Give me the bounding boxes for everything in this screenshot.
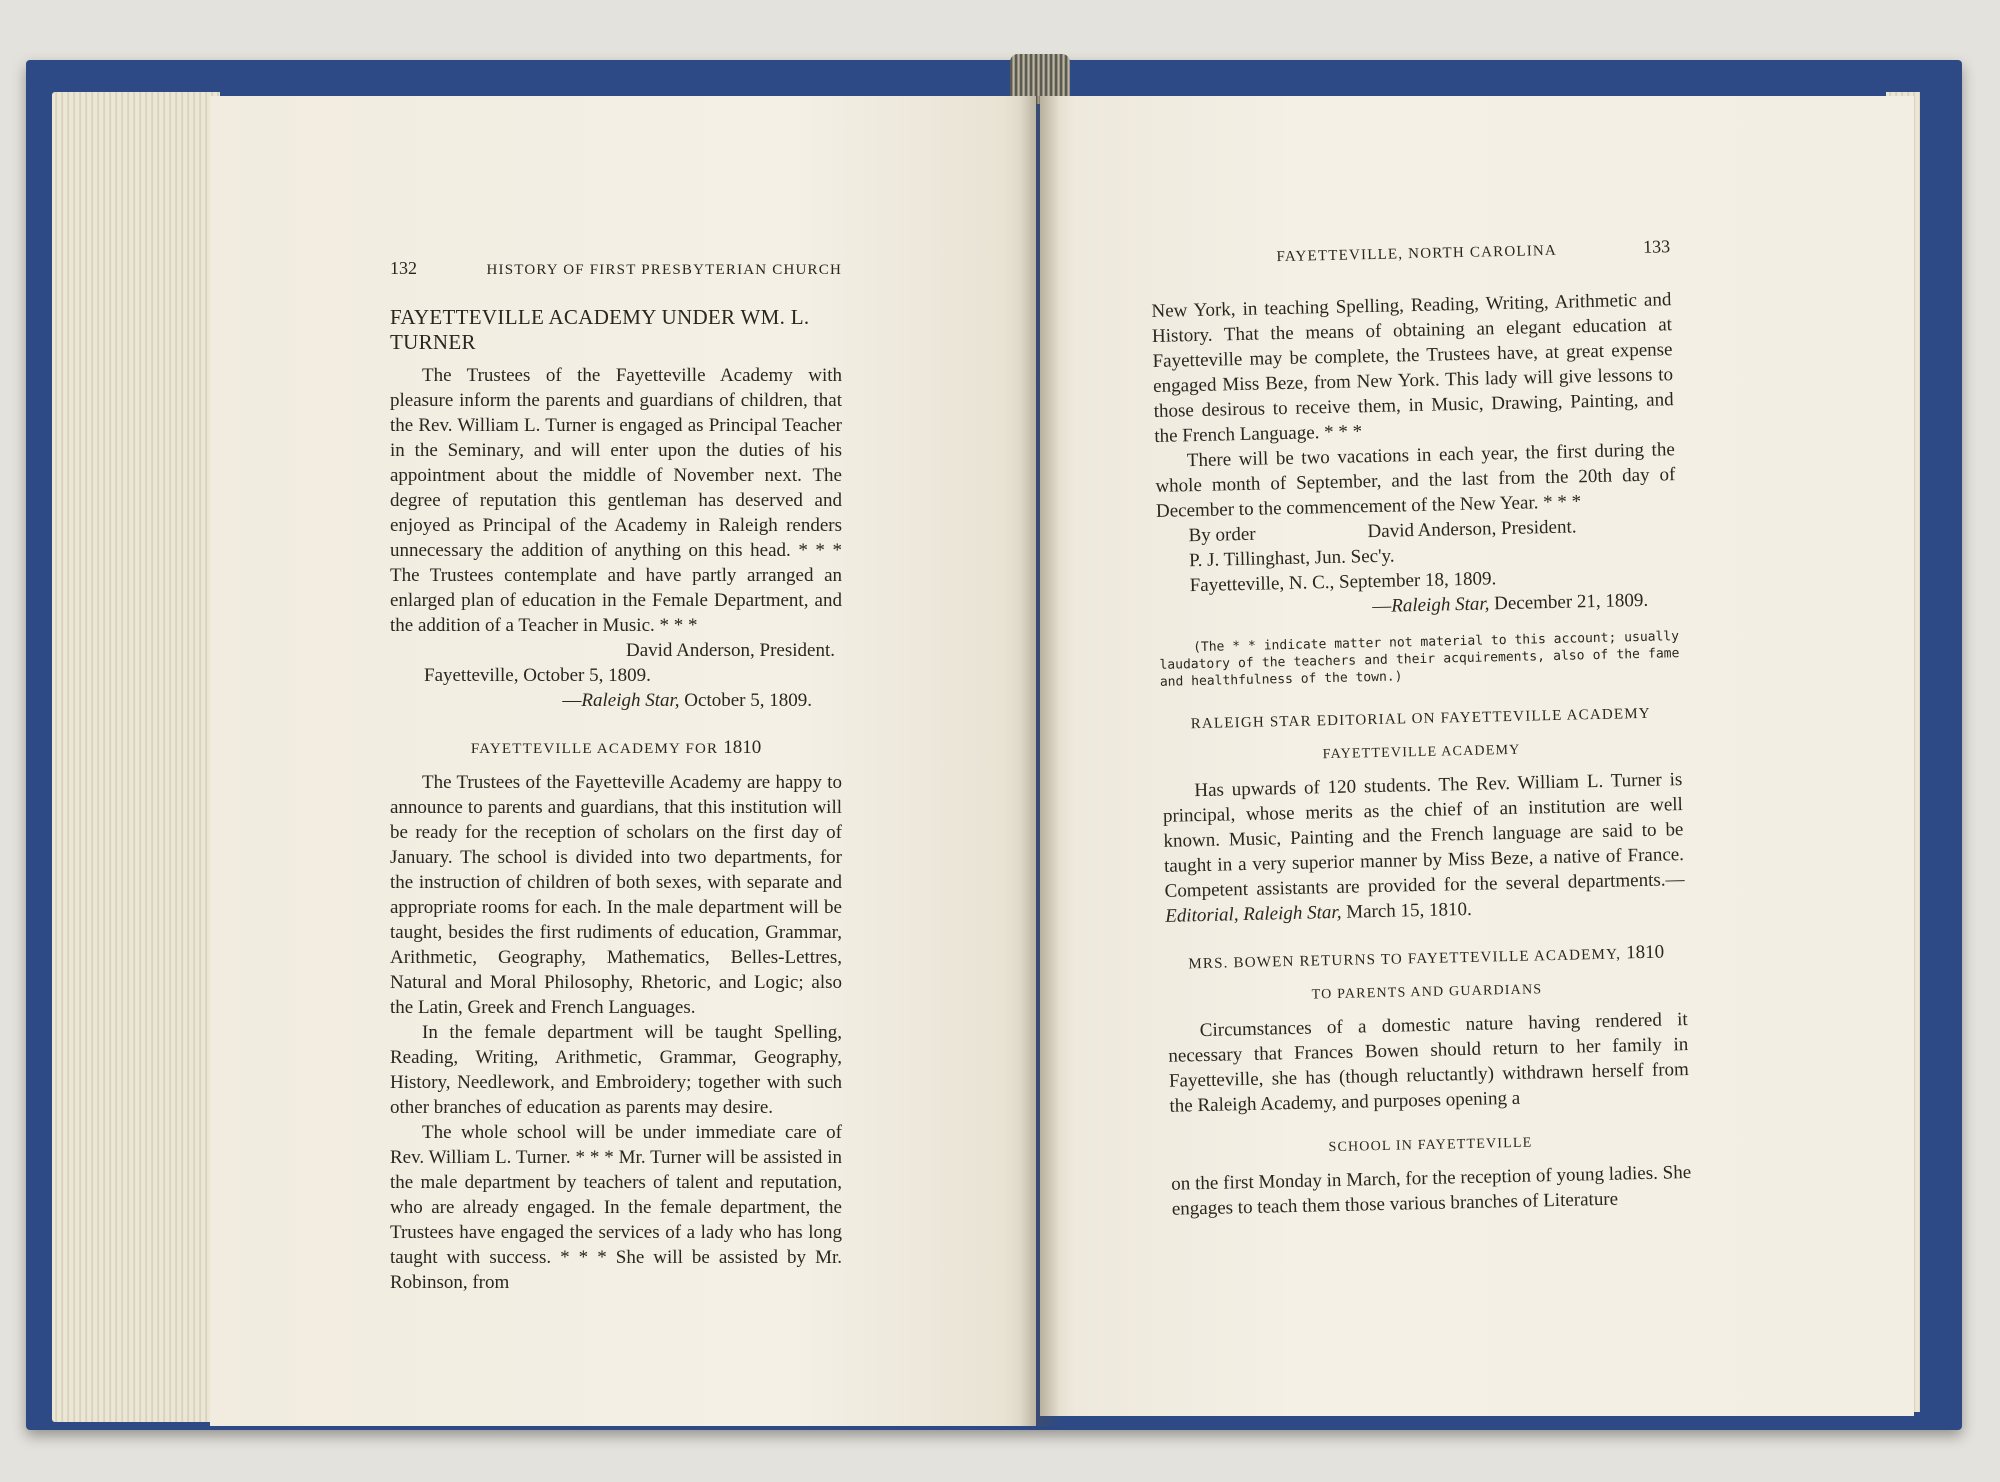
paragraph-editorial xyxy=(1162,767,1685,929)
right-text-column xyxy=(1150,234,1692,1222)
paragraph-continuation: New York, in teaching Spelling, Reading, Writing, Arithmetic and History. That the means of obtaining an elegant education at Fayetteville may be complete, the Trustees have, at great expense engaged Miss Beze, from New York. This lady will give lessons to those desirous to receive them, in Music, Drawing, Painting, and the French Language. * * * xyxy=(1151,289,1674,447)
heading-text: FAYETTEVILLE ACADEMY FOR xyxy=(470,741,719,757)
right-page xyxy=(1040,96,1914,1416)
source-dash: — xyxy=(1372,595,1392,618)
paragraph-trustees-1809: The Trustees of the Fayetteville Academy with pleasure inform the parents and guardians of children, that the Rev. William L. Turner is engaged as Principal Teacher in the Seminary, and will enter upon the duties of his appointment about the middle of November next. The degree of reputation this gentleman has deserved and enjoyed as Principal of the Academy in Raleigh renders unnecessary the addition of anything on this head. * * * The Trustees contemplate and have partly arranged an enlarged plan of education in the Female Department, and the addition of a Teacher in Music. * * * xyxy=(390,365,842,636)
heading-year: 1810 xyxy=(1625,941,1665,964)
footnote-asterisks: (The * * indicate matter not material to this account; usually laudatory of the teachers and their acquirements, also of the fame and healthfulness of the town.) xyxy=(1159,629,1680,690)
left-page xyxy=(210,96,1036,1426)
runhead-spacer xyxy=(1150,263,1190,264)
paragraph-female-department: In the female department will be taught Spelling, Reading, Writing, Arithmetic, Grammar, Geography, History, Needlework, and Embroidery; together with such other branches of education as parents may desire. xyxy=(390,1022,842,1118)
editorial-source: Editorial, Raleigh Star, xyxy=(1164,901,1342,927)
source-title: Raleigh Star, xyxy=(1391,593,1490,617)
heading-year: 1810 xyxy=(723,737,762,758)
signature-anderson: David Anderson, President. xyxy=(626,640,835,661)
right-running-head xyxy=(1150,234,1670,273)
source-title: Raleigh Star, xyxy=(581,690,680,711)
source-date: December 21, 1809. xyxy=(1489,589,1649,615)
place-date-sept-1809: Fayetteville, N. C., September 18, 1809. xyxy=(1189,568,1497,597)
paragraph-vacations: There will be two vacations in each year, the first during the whole month of September, and the last from the 20th day of December to the commencement of the New Year. * * * xyxy=(1155,439,1676,522)
section-heading-editorial: RALEIGH STAR EDITORIAL ON FAYETTEVILLE ACADEMY xyxy=(1190,705,1652,733)
running-head-title-left: HISTORY OF FIRST PRESBYTERIAN CHURCH xyxy=(486,262,842,278)
page-edges-left xyxy=(52,92,220,1422)
subheading-school: SCHOOL IN FAYETTEVILLE xyxy=(1328,1135,1533,1156)
left-running-head xyxy=(390,256,842,283)
heading-text: MRS. BOWEN RETURNS TO FAYETTEVILLE ACADEMY, xyxy=(1188,946,1622,973)
subheading-academy: FAYETTEVILLE ACADEMY xyxy=(1322,742,1521,763)
source-date: October 5, 1809. xyxy=(679,690,812,711)
secretary-line: P. J. Tillinghast, Jun. Sec'y. xyxy=(1188,545,1395,572)
page-number-left: 132 xyxy=(390,258,417,278)
editorial-text: Has upwards of 120 students. The Rev. William L. Turner is principal, whose merits as the chief of an institution are well known. Music, Painting and the French language are said to be taught in a very superior manner by Miss Beze, a native of France. Competent assistants are provided for the several departments.— xyxy=(1162,769,1685,902)
section-heading-bowen xyxy=(1166,939,1686,978)
paragraph-whole-school: The whole school will be under immediate care of Rev. William L. Turner. * * * Mr. Turner will be assisted in the male department by teachers of talent and reputation, who are already engaged. In the female department, the Trustees have engaged the services of a lady who has long taught with success. * * * She will be assisted by Mr. Robinson, from xyxy=(390,1122,842,1293)
source-dash: — xyxy=(562,690,582,711)
page-number-right: 133 xyxy=(1642,236,1671,257)
by-order-label: By order xyxy=(1188,523,1256,547)
editorial-date: March 15, 1810. xyxy=(1341,898,1472,923)
paragraph-school: on the first Monday in March, for the reception of young ladies. She engages to teach them those various branches of Literature xyxy=(1171,1161,1692,1220)
place-date-1809: Fayetteville, October 5, 1809. xyxy=(424,665,651,686)
section-heading-turner: FAYETTEVILLE ACADEMY UNDER WM. L. TURNER xyxy=(390,305,810,354)
president-signature: David Anderson, President. xyxy=(1367,516,1577,543)
paragraph-announcement: The Trustees of the Fayetteville Academy are happy to announce to parents and guardians, that this institution will be ready for the reception of scholars on the first day of January. The school is divided into two departments, for the instruction of children of both sexes, with separate and appropriate rooms for each. In the male department will be taught, besides the first rudiments of education, Grammar, Arithmetic, Geography, Mathematics, Belles-Lettres, Natural and Moral Philosophy, Rhetoric, and Logic; also the Latin, Greek and French Languages. xyxy=(390,772,842,1018)
paragraph-bowen: Circumstances of a domestic nature having rendered it necessary that Frances Bowen should return to her family in Fayetteville, she has (though reluctantly) withdrawn herself from the Raleigh Academy, and purposes opening a xyxy=(1168,1009,1690,1117)
book-gutter xyxy=(1020,96,1060,1426)
subheading-parents-guardians: TO PARENTS AND GUARDIANS xyxy=(1311,982,1543,1003)
source-citation-left xyxy=(390,688,842,713)
section-heading-academy-1810 xyxy=(390,735,842,762)
running-head-title-right: FAYETTEVILLE, NORTH CAROLINA xyxy=(1276,242,1558,266)
left-text-column xyxy=(390,256,842,1295)
